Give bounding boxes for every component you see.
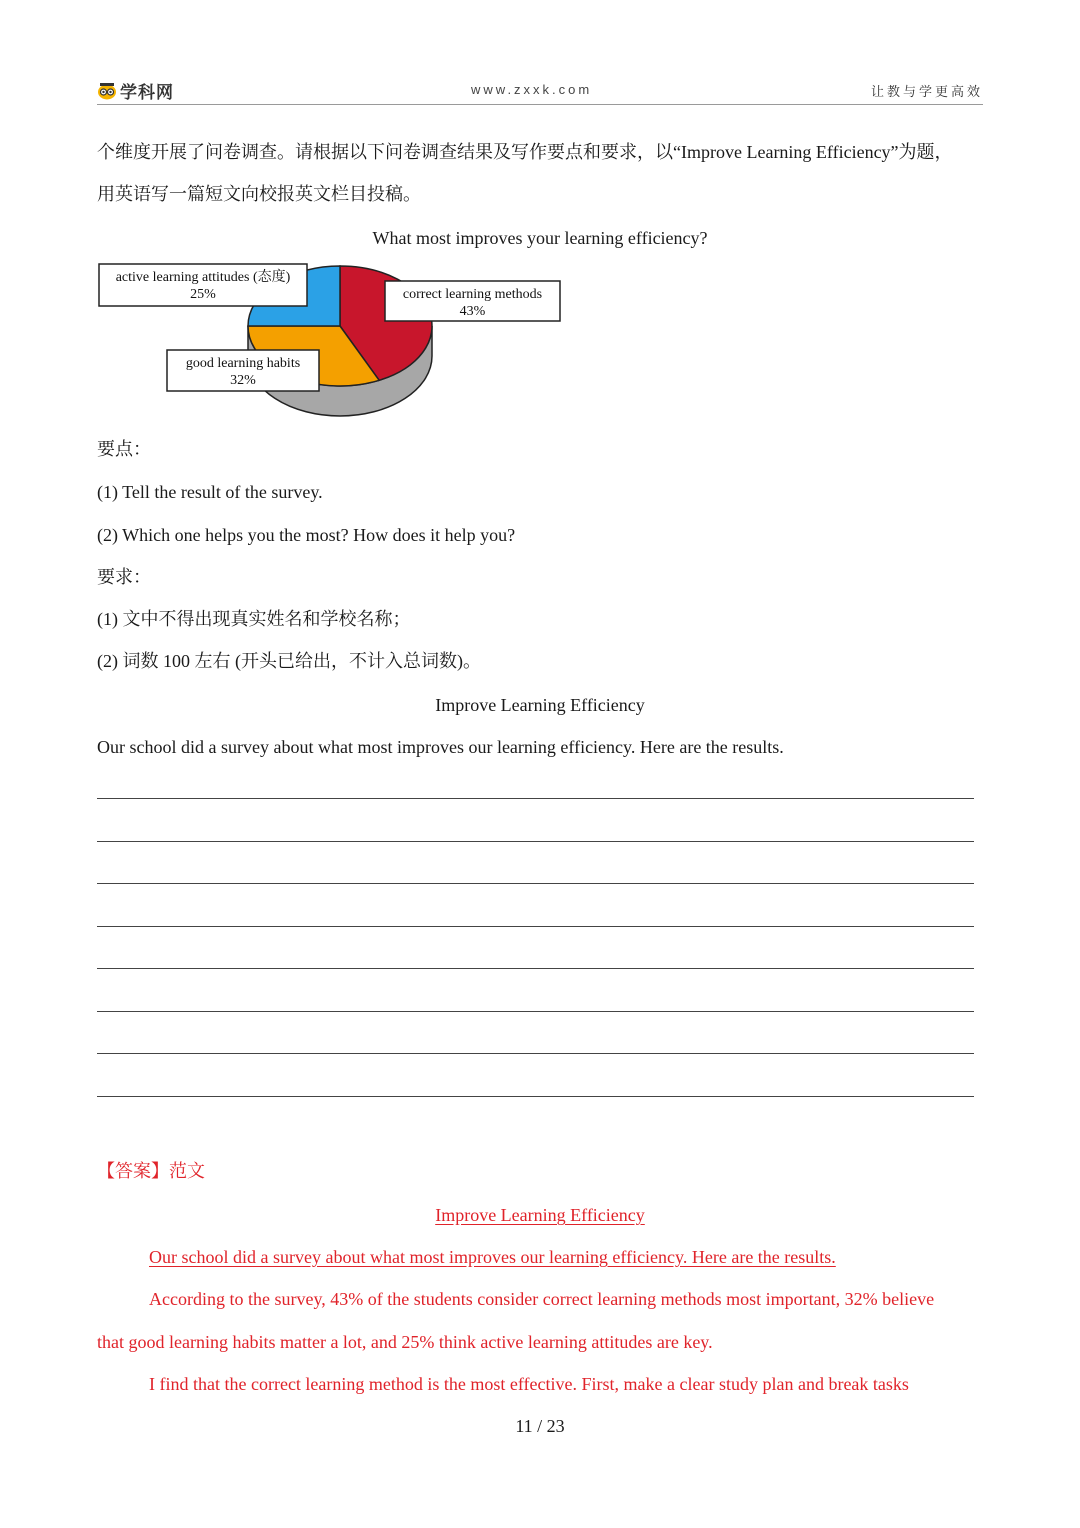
page-number: 11 / 23 (515, 1416, 565, 1436)
points-heading: 要点： (97, 439, 151, 459)
label-correct-learning-methods: correct learning methods (402, 287, 543, 302)
essay-title: Improve Learning Efficiency (435, 695, 645, 715)
value-label-correct-learning-methods: 43% (459, 304, 486, 319)
writing-line[interactable] (97, 968, 974, 969)
page-header (97, 76, 983, 105)
intro-line-1: 个维度开展了问卷调查。请根据以下问卷调查结果及写作要点和要求，以“Improve Learning Efficiency”为题， (97, 142, 953, 162)
requirement-2: (2) 词数 100 左右 (开头已给出，不计入总词数)。 (97, 651, 481, 671)
writing-line[interactable] (97, 926, 974, 927)
writing-line[interactable] (97, 798, 974, 799)
answer-paragraph-3: I find that the correct learning method is the most effective. First, make a clear study plan and break tasks (149, 1374, 909, 1394)
site-url[interactable]: www.zxxk.com (471, 82, 593, 97)
writing-line[interactable] (97, 1011, 974, 1012)
answer-paragraph-2b: that good learning habits matter a lot, and 25% think active learning attitudes are key. (97, 1332, 713, 1352)
intro-line-2: 用英语写一篇短文向校报英文栏目投稿。 (97, 184, 421, 204)
point-1: (1) Tell the result of the survey. (97, 482, 323, 502)
label-good-learning-habits: good learning habits (185, 356, 301, 371)
logo-text: 学科网 (120, 83, 174, 102)
label-active-learning-attitudes: active learning attitudes (态度) (115, 270, 291, 285)
answer-title: Improve Learning Efficiency (435, 1205, 645, 1225)
logo-owl-icon (97, 82, 117, 100)
answer-paragraph-1: Our school did a survey about what most improves our learning efficiency. Here are the results. (149, 1247, 836, 1267)
writing-line[interactable] (97, 883, 974, 884)
site-logo[interactable] (97, 78, 174, 103)
writing-line[interactable] (97, 1053, 974, 1054)
pie-chart (95, 258, 565, 428)
answer-label: 【答案】范文 (97, 1161, 205, 1181)
answer-paragraph-2a: According to the survey, 43% of the students consider correct learning methods most important, 32% believe (149, 1289, 935, 1309)
chart-title: What most improves your learning efficiency? (372, 228, 708, 248)
writing-line[interactable] (97, 841, 974, 842)
requirement-1: (1) 文中不得出现真实姓名和学校名称； (97, 609, 411, 629)
value-label-active-learning-attitudes: 25% (190, 287, 216, 302)
requirements-heading: 要求： (97, 567, 151, 587)
point-2: (2) Which one helps you the most? How does it help you? (97, 525, 516, 545)
value-label-good-learning-habits: 32% (230, 373, 256, 388)
writing-line[interactable] (97, 1096, 974, 1097)
essay-opening: Our school did a survey about what most improves our learning efficiency. Here are the results. (97, 737, 784, 757)
header-slogan: 让教与学更高效 (870, 85, 983, 100)
